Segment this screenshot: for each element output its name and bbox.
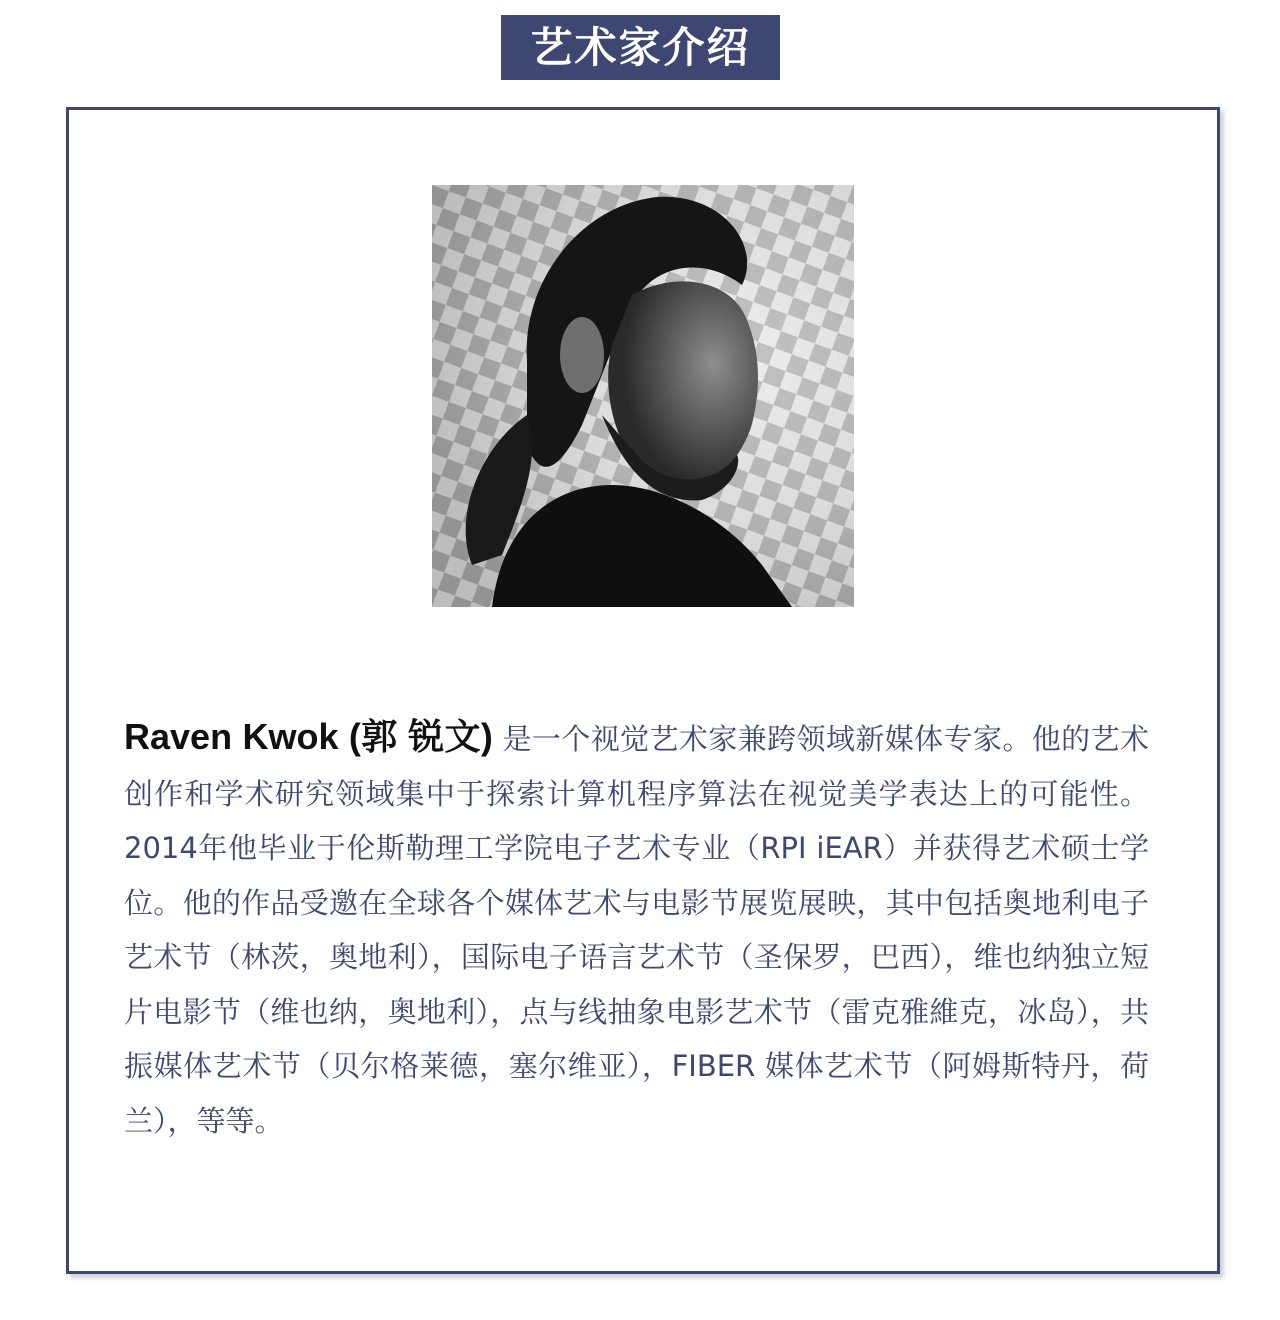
section-title-badge: 艺术家介绍	[501, 15, 780, 80]
biography-text: 是一个视觉艺术家兼跨领域新媒体专家。他的艺术创作和学术研究领域集中于探索计算机程序算法在视觉美学表达上的可能性。2014年他毕业于伦斯勒理工学院电子艺术专业（RPI iEAR）并获得艺术硕士学位。他的作品受邀在全球各个媒体艺术与电影节展览展映，其中包括奥地利电子艺术节（林茨，奥地利），国际电子语言艺术节（圣保罗，巴西），维也纳独立短片电影节（维也纳，奥地利），点与线抽象电影艺术节（雷克雅維克，冰岛），共振媒体艺术节（贝尔格莱德，塞尔维亚），FIBER 媒体艺术节（阿姆斯特丹，荷兰），等等。	[124, 722, 1149, 1138]
artist-portrait-photo	[432, 185, 854, 607]
artist-intro-card	[66, 107, 1220, 1274]
artist-name: Raven Kwok (郭 锐文)	[124, 716, 493, 757]
artist-biography	[124, 710, 1149, 1148]
